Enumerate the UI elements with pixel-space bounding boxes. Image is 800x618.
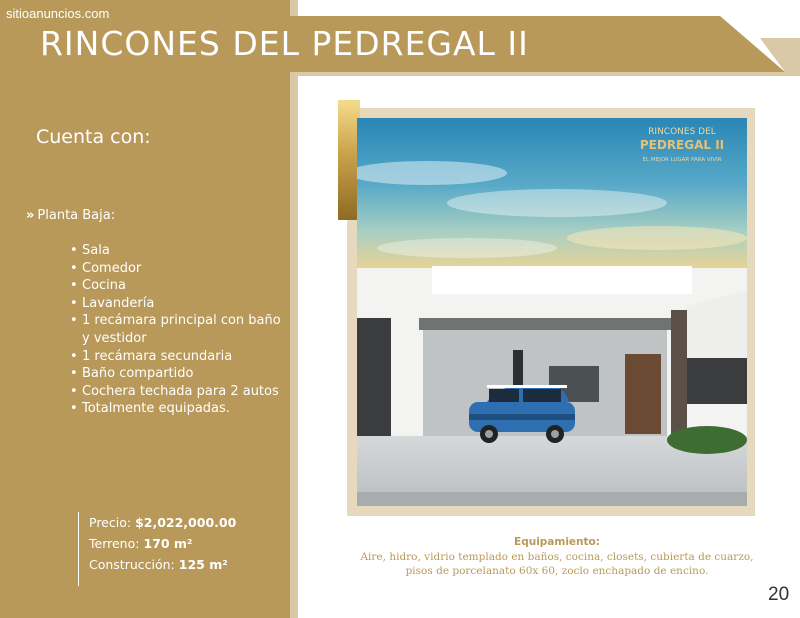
feature-list [70,242,285,418]
feature-item: • Cochera techada para 2 autos [70,383,285,401]
price-label: Precio: [89,515,132,530]
cloud [567,226,747,250]
construction-line [89,554,289,575]
equipment-title: Equipamiento: [514,536,600,548]
equipment-line-2: pisos de porcelanato 60x 60, zoclo enchapado de encino. [405,565,709,577]
page-title: RINCONES DEL PEDREGAL II [40,24,529,63]
equipment-line-1: Aire, hidro, vidrio templado en baños, cocina, closets, cubierta de cuarzo, [360,551,754,563]
floor-label-row [26,208,115,223]
floor-label: Planta Baja: [37,208,116,223]
feature-item: • Lavandería [70,295,285,313]
photo-logo-line2: PEDREGAL II [639,138,725,152]
price-line [89,512,289,533]
land-label: Terreno: [89,536,140,551]
panel-edge-stripe [290,0,298,618]
feature-item: • Comedor [70,260,285,278]
bush [667,426,747,454]
feature-item: • Sala [70,242,285,260]
wall-panel [513,350,523,386]
construction-label: Construcción: [89,557,175,572]
price-value: $2,022,000.00 [135,515,237,530]
pricing-block [78,512,289,586]
front-door [625,354,661,434]
feature-item: • Cocina [70,277,285,295]
land-value: 170 m² [143,536,193,551]
section-heading: Cuenta con: [36,126,151,148]
feature-item: • 1 recámara secundaria [70,348,285,366]
cloud [377,238,557,258]
feature-item: • 1 recámara principal con baño y vestidor [70,312,285,347]
sidewalk [357,492,747,506]
house-rendering-svg [357,118,747,506]
carport-roof [419,318,671,330]
cloud [447,189,667,217]
watermark-text[interactable]: sitioanuncios.com [6,6,110,21]
equipment-description [352,550,762,578]
feature-item: • Baño compartido [70,365,285,383]
photo-logo-tagline: EL MEJOR LUGAR PARA VIVIR [642,157,722,163]
house-rendering-image [357,118,747,506]
feature-item: • Totalmente equipadas. [70,400,285,418]
land-line [89,533,289,554]
page-number: 20 [768,584,790,605]
photo-logo-line1: RINCONES DEL [648,127,716,137]
roof-parapet [432,266,692,294]
double-chevron-icon: » [26,208,33,223]
construction-value: 125 m² [178,557,228,572]
stone-wall-right [687,358,747,404]
